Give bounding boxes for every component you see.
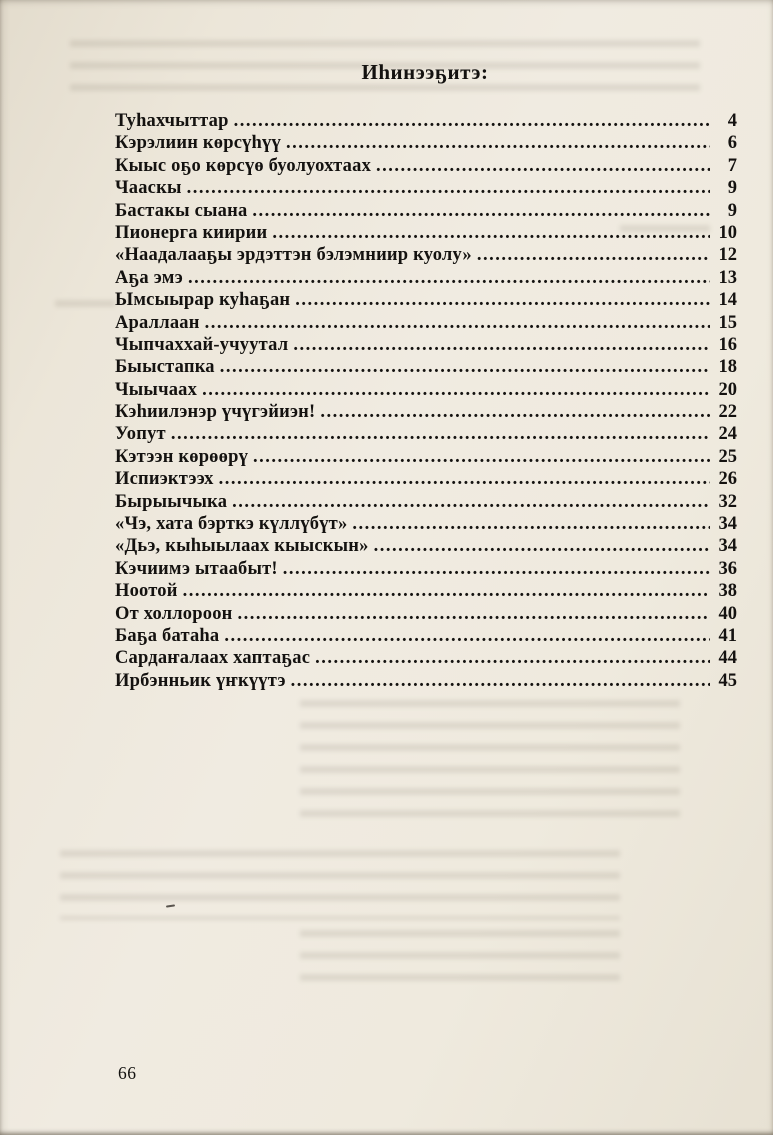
dot-leader [219,469,710,490]
page-number: 66 [118,1063,137,1083]
toc-entry-page-number: 12 [718,245,737,266]
bleedthrough-artifact [300,930,620,990]
toc-entry-page-number: 40 [718,603,737,624]
toc-entry [115,156,737,178]
toc-entry [115,178,737,200]
toc-entry [115,536,737,558]
toc-entry-page-number: 24 [718,424,737,445]
toc-entry [115,201,737,223]
dot-leader [283,559,710,580]
dot-leader [252,201,710,222]
toc-entry [115,402,737,424]
toc-entry-page-number: 22 [718,402,737,423]
toc-entry-page-number: 25 [718,446,737,467]
toc-entry [115,268,737,290]
toc-entry-title: Чааскы [115,178,182,199]
toc-entry-page-number: 44 [718,648,737,669]
dot-leader [293,335,710,356]
toc-entry-page-number: 9 [727,200,737,221]
toc-entry-title: Ымсыырар куһаҕан [115,290,291,311]
toc-entry [115,626,737,648]
dot-leader [205,313,710,334]
toc-entry-title: Чыычаах [115,379,198,400]
toc-entry [115,604,737,626]
toc-entry [115,424,737,446]
toc-entry [115,133,737,155]
toc-entry [115,111,737,133]
dot-leader [286,133,710,154]
pen-mark-artifact [166,904,175,907]
toc-entry [115,469,737,491]
dot-leader [220,357,710,378]
dot-leader [272,223,710,244]
toc-entry-title: Бырыычыка [115,491,228,512]
dot-leader [376,156,710,177]
dot-leader [171,424,710,445]
toc-entry-title: Кэчиимэ ытаабыт! [115,558,278,579]
toc-entry-page-number: 6 [727,133,737,154]
dot-leader [291,671,710,692]
toc-entry-page-number: 10 [718,222,737,243]
toc-entry [115,447,737,469]
toc-entry-title: «Чэ, хата бэрткэ күллүбүт» [115,514,348,535]
toc-entry-page-number: 13 [718,267,737,288]
toc-entry-page-number: 16 [718,334,737,355]
toc-entry-page-number: 18 [718,357,737,378]
toc-entry [115,290,737,312]
dot-leader [224,626,710,647]
toc-entry-page-number: 15 [718,312,737,333]
toc-entry-title: «Наадалааҕы эрдэттэн бэлэмниир куолу» [115,245,472,266]
toc-entry-title: Кэрэлиин көрсүһүү [115,133,281,154]
table-of-contents [115,111,737,693]
dot-leader [352,514,710,535]
bleedthrough-artifact [55,300,115,318]
toc-entry-title: Испиэктээх [115,469,214,490]
toc-entry-title: Чыпчаххай-учуутал [115,334,289,355]
toc-entry [115,559,737,581]
dot-leader [202,380,710,401]
toc-entry-page-number: 7 [727,155,737,176]
toc-entry-page-number: 38 [718,581,737,602]
toc-entry-title: Аҕа эмэ [115,267,183,288]
dot-leader [238,604,710,625]
toc-entry-title: От холлороон [115,603,233,624]
contents-heading: Иһинээҕитэ: [361,60,489,84]
bleedthrough-artifact [300,700,680,830]
toc-entry-page-number: 41 [718,625,737,646]
toc-entry [115,380,737,402]
toc-entry-page-number: 34 [718,514,737,535]
toc-entry-title: Уопут [115,424,166,445]
toc-entry-title: Баҕа батаһа [115,625,220,646]
toc-entry-title: Бастакы сыана [115,200,248,221]
dot-leader [187,178,710,199]
toc-entry [115,313,737,335]
dot-leader [295,290,710,311]
toc-entry-title: Сардаҥалаах хаптаҕас [115,648,311,669]
toc-entry [115,223,737,245]
toc-entry-title: Араллаан [115,312,200,333]
toc-entry-page-number: 4 [727,111,737,131]
toc-entry-page-number: 9 [727,178,737,199]
toc-entry [115,671,737,693]
toc-entry-title: Кэтээн көрөөрү [115,446,249,467]
toc-entry-page-number: 36 [718,558,737,579]
dot-leader [477,245,710,266]
toc-entry-title: Пионерга киирии [115,222,268,243]
toc-entry [115,245,737,267]
toc-entry-title: Туһахчыттар [115,111,229,131]
dot-leader [188,268,710,289]
dot-leader [315,648,710,669]
toc-entry-title: Ирбэнньик үҥкүүтэ [115,670,286,691]
toc-entry [115,648,737,670]
toc-entry-title: «Дьэ, кыһыылаах кыыскын» [115,536,369,557]
dot-leader [183,581,710,602]
toc-entry [115,514,737,536]
bleedthrough-artifact [60,850,620,920]
toc-entry [115,581,737,603]
toc-entry-page-number: 26 [718,469,737,490]
toc-entry-page-number: 45 [718,670,737,691]
toc-entry [115,492,737,514]
toc-entry-title: Быыстапка [115,357,215,378]
toc-entry-title: Ноотой [115,581,178,602]
toc-entry-page-number: 14 [718,290,737,311]
toc-entry [115,357,737,379]
toc-entry [115,335,737,357]
toc-entry-page-number: 32 [718,491,737,512]
toc-entry-title: Кэһиилэнэр үчүгэйиэн! [115,402,316,423]
dot-leader [374,536,710,557]
dot-leader [320,402,710,423]
toc-entry-title: Кыыс оҕо көрсүө буолуохтаах [115,155,372,176]
dot-leader [253,447,710,468]
dot-leader [232,492,710,513]
toc-entry-page-number: 20 [718,379,737,400]
dot-leader [234,111,710,132]
toc-entry-page-number: 34 [718,536,737,557]
